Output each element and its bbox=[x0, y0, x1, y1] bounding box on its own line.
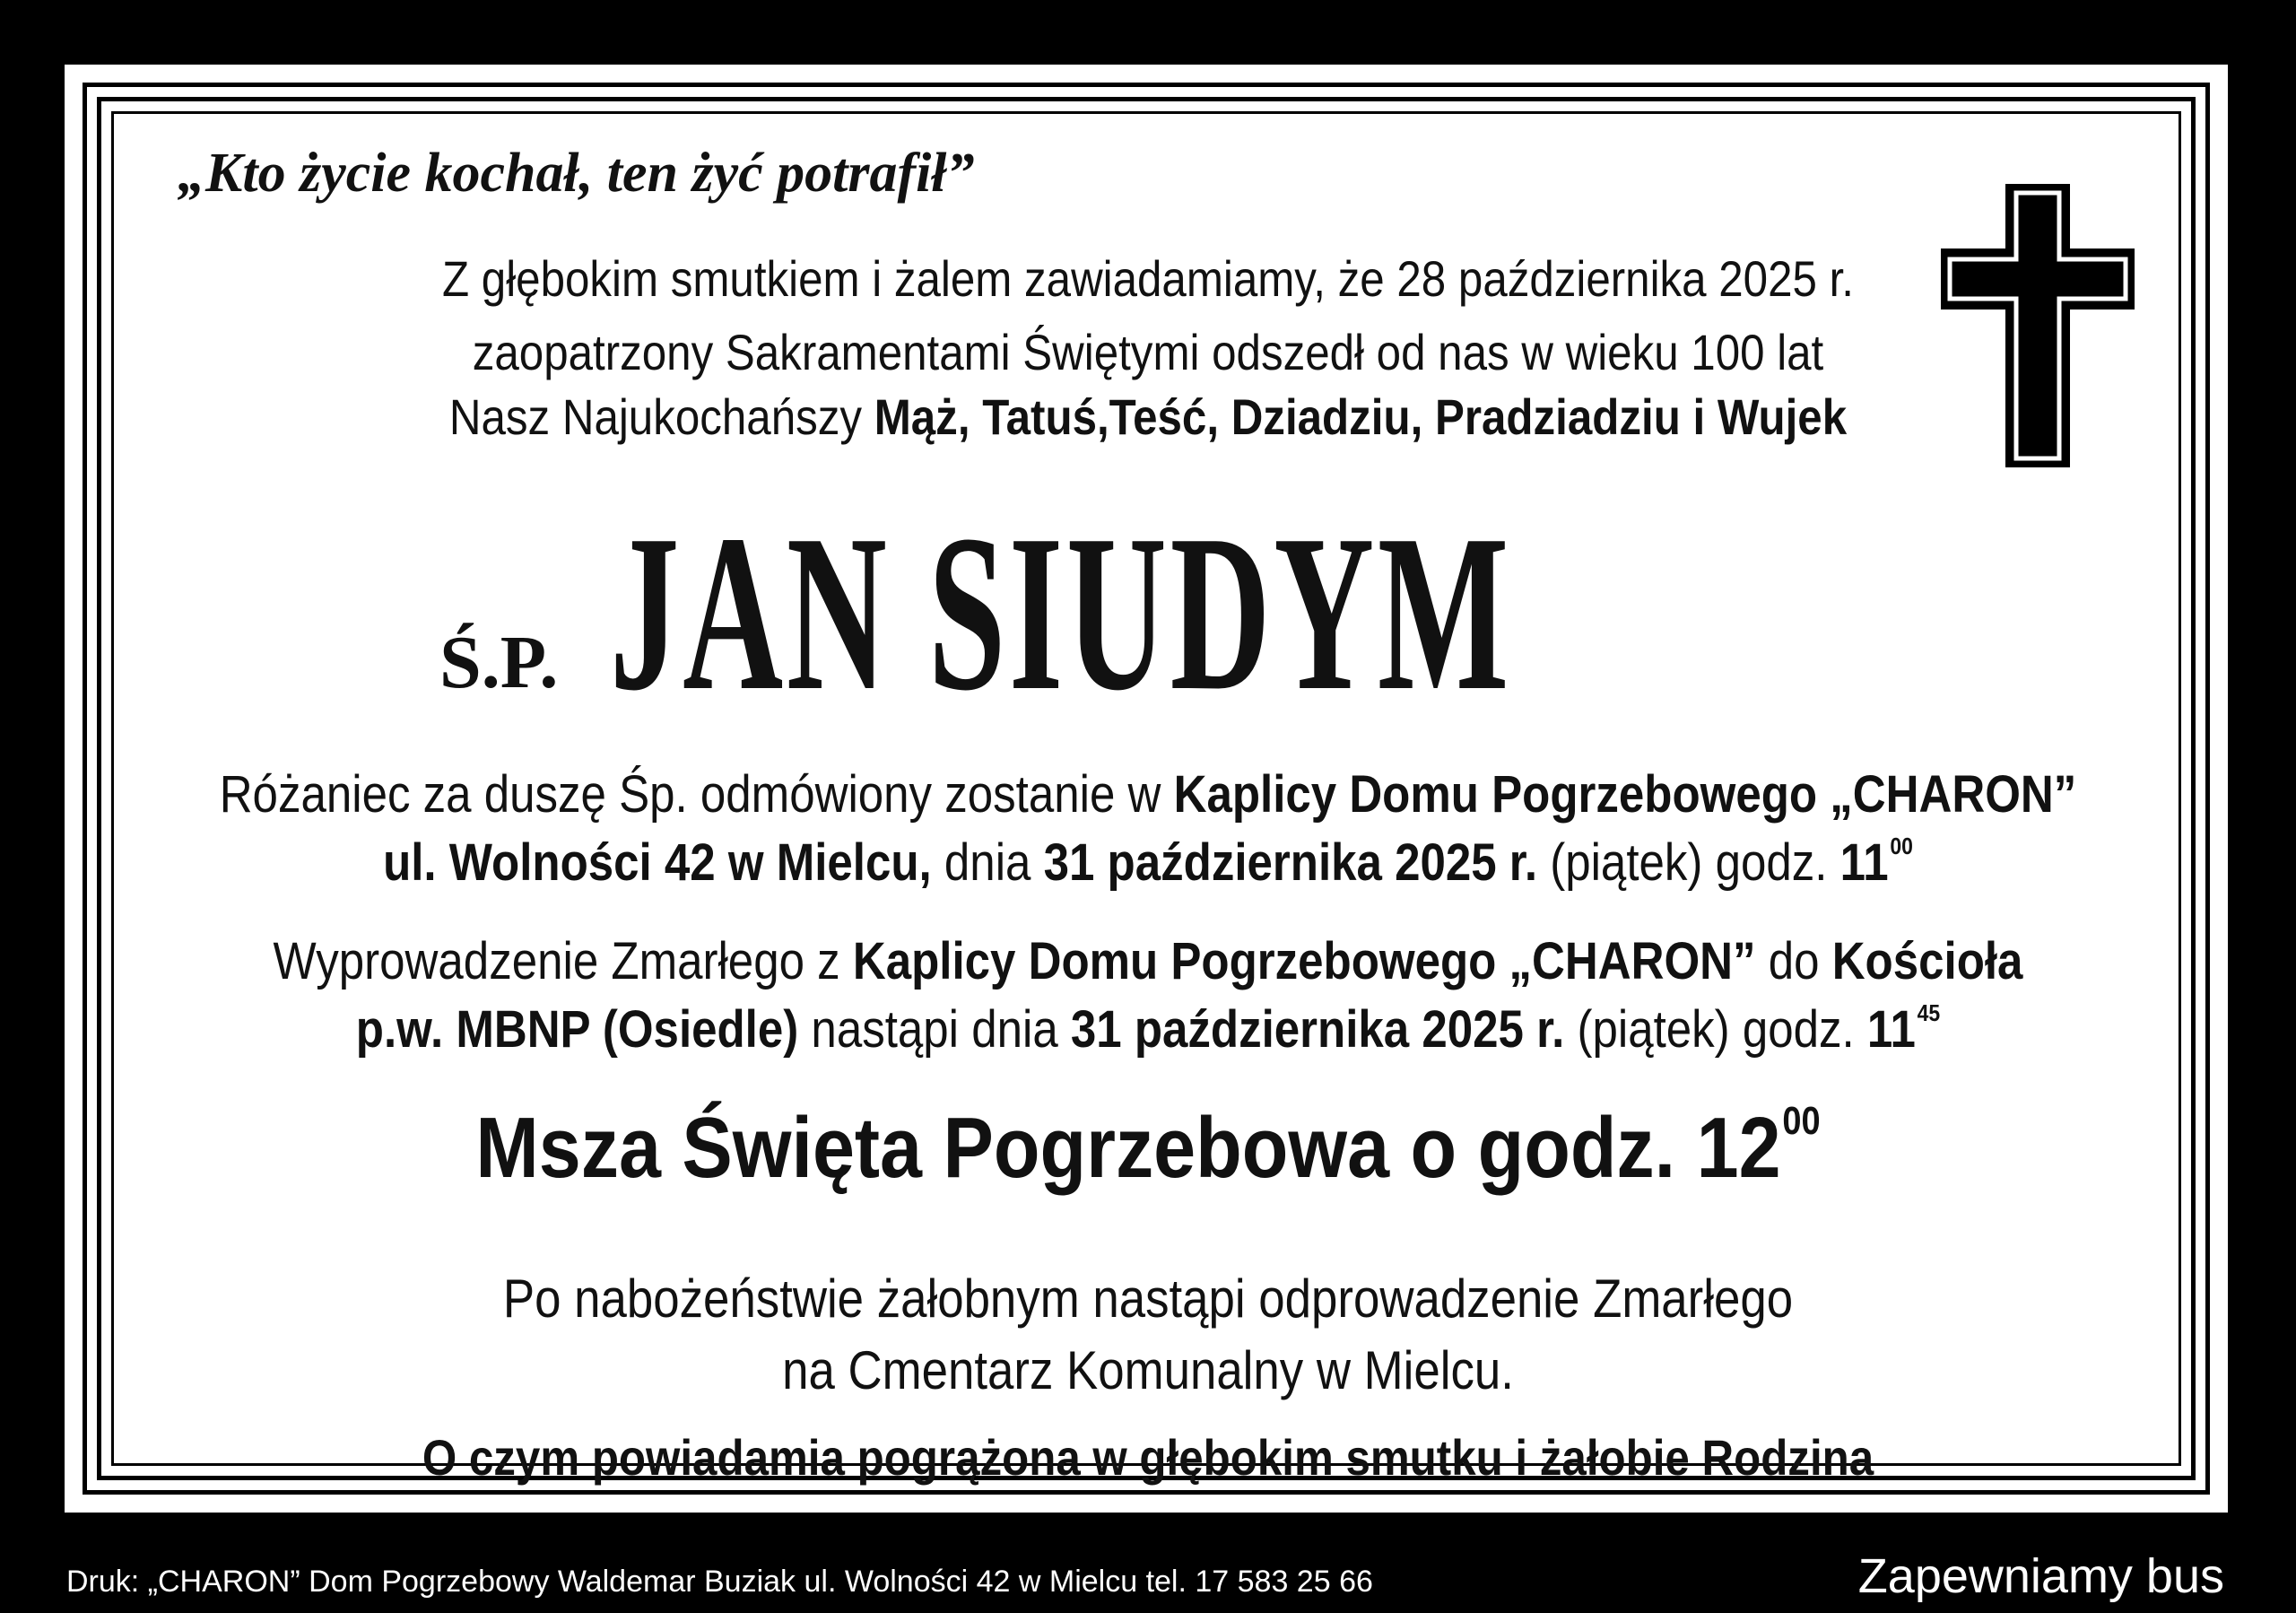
rosary-address: ul. Wolności 42 w Mielcu, bbox=[383, 833, 932, 892]
rosary-line-1 bbox=[138, 764, 2159, 824]
procession-to: do bbox=[1755, 932, 1832, 990]
motto: „Kto życie kochał, ten żyć potrafił” bbox=[178, 143, 975, 204]
procession-line-2 bbox=[138, 999, 2159, 1059]
rosary-text: Różaniec za duszę Śp. odmówiony zostanie w bbox=[219, 765, 1174, 824]
procession-text: Wyprowadzenie Zmarłego z bbox=[273, 932, 853, 990]
closing-line: O czym powiadamia pogrążona w głębokim smutku i żałobie Rodzina bbox=[422, 1429, 1874, 1486]
procession-church-name: p.w. MBNP (Osiedle) bbox=[355, 1000, 799, 1059]
rosary-place: Kaplicy Domu Pogrzebowego „CHARON” bbox=[1173, 765, 2077, 824]
mass-minutes: 00 bbox=[1782, 1100, 1821, 1144]
deceased-prefix: Ś.P. bbox=[439, 621, 559, 704]
rosary-line-2 bbox=[138, 833, 2159, 893]
procession-hour: 11 bbox=[1866, 1000, 1916, 1059]
mass-line bbox=[138, 1099, 2159, 1198]
rosary-date: 31 października 2025 r. bbox=[1043, 833, 1538, 892]
intro-line-3 bbox=[138, 388, 2159, 446]
procession-date-label: nastąpi dnia bbox=[798, 1000, 1071, 1059]
intro-line-3-regular: Nasz Najukochańszy bbox=[448, 388, 874, 445]
procession-time-label: (piątek) godz. bbox=[1564, 1000, 1867, 1059]
mass-text: Msza Święta Pogrzebowa o godz. bbox=[475, 1100, 1697, 1196]
print-info: Druk: „CHARON” Dom Pogrzebowy Waldemar Buziak ul. Wolności 42 w Mielcu tel. 17 583 25 66 bbox=[66, 1565, 1373, 1599]
procession-line-1 bbox=[138, 931, 2159, 991]
rosary-time-label: (piątek) godz. bbox=[1537, 833, 1840, 892]
bus-info: Zapewniamy bus bbox=[1857, 1549, 2224, 1603]
intro-line-3-bold: Mąż, Tatuś,Teść, Dziadziu, Pradziadziu i Wujek bbox=[874, 388, 1848, 445]
cross-icon bbox=[1941, 184, 2135, 467]
burial-line-2: na Cmentarz Komunalny w Mielcu. bbox=[782, 1340, 1514, 1400]
intro-line-1: Z głębokim smutkiem i żalem zawiadamiamy, że 28 października 2025 r. bbox=[442, 250, 1854, 307]
rosary-hour: 11 bbox=[1839, 833, 1889, 892]
procession-date: 31 października 2025 r. bbox=[1070, 1000, 1565, 1059]
rosary-date-label: dnia bbox=[931, 833, 1044, 892]
mass-hour: 12 bbox=[1696, 1100, 1781, 1196]
deceased-name-row bbox=[0, 484, 2296, 737]
intro-line-2: zaopatrzony Sakramentami Świętymi odszedł od nas w wieku 100 lat bbox=[472, 324, 1824, 380]
procession-place: Kaplicy Domu Pogrzebowego „CHARON” bbox=[852, 932, 1756, 990]
burial-line-1: Po nabożeństwie żałobnym nastąpi odprowadzenie Zmarłego bbox=[502, 1269, 1794, 1329]
procession-church: Kościoła bbox=[1831, 932, 2023, 990]
deceased-name: JAN SIUDYM bbox=[610, 489, 1512, 737]
rosary-minutes: 00 bbox=[1890, 833, 1913, 860]
procession-minutes: 45 bbox=[1917, 999, 1941, 1027]
